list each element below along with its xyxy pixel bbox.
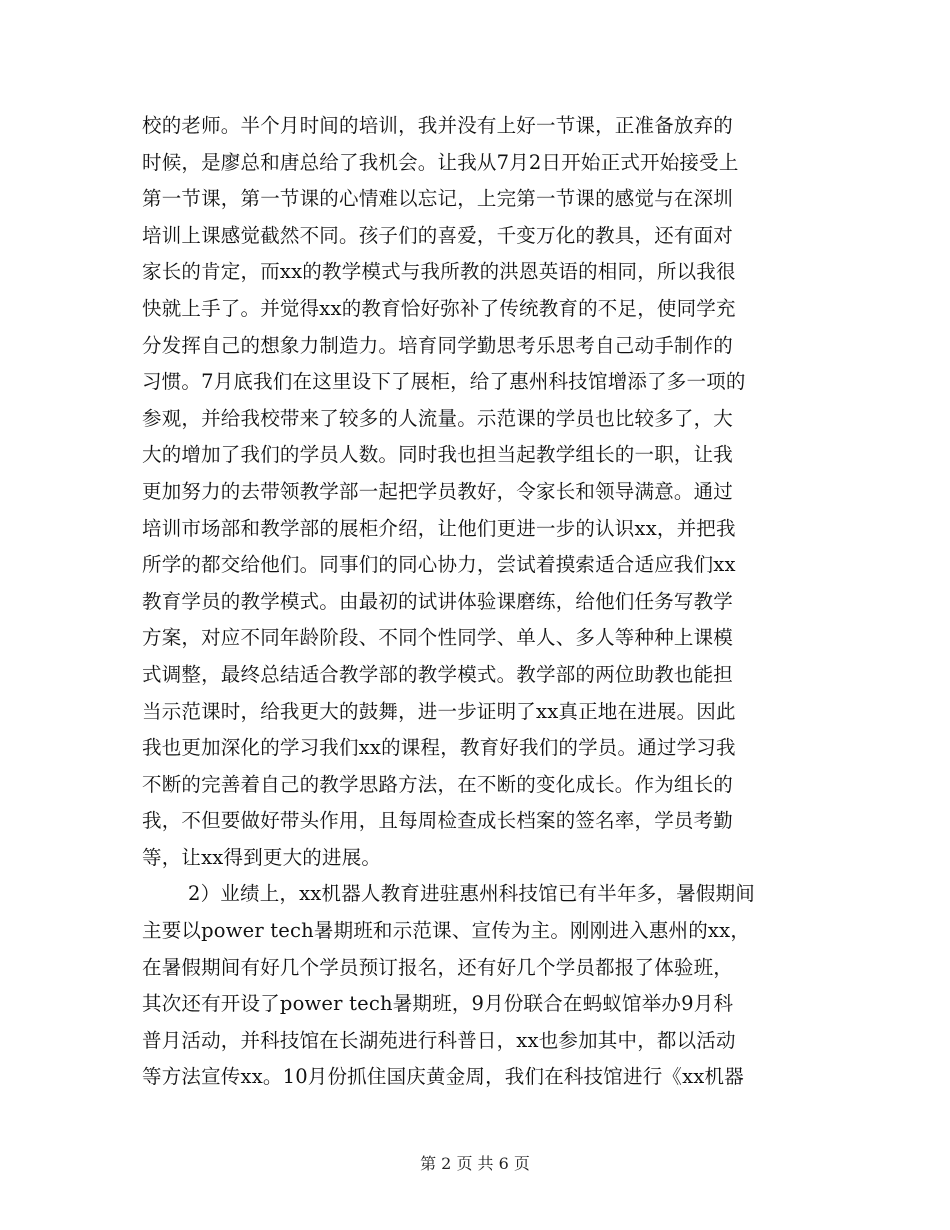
text-line: 教育学员的教学模式。由最初的试讲体验课磨练，给他们任务写教学 bbox=[142, 589, 734, 613]
text-line: 习惯。7月底我们在这里设下了展柜，给了惠州科技馆增添了多一项的 bbox=[142, 370, 746, 394]
text-line: 不断的完善着自己的教学思路方法，在不断的变化成长。作为组长的 bbox=[142, 772, 734, 796]
text-line: 所学的都交给他们。同事们的同心协力，尝试着摸索适合适应我们xx bbox=[142, 553, 736, 577]
paragraph-2 bbox=[142, 876, 814, 1096]
text-line: 普月活动，并科技馆在长湖苑进行科普日，xx也参加其中，都以活动 bbox=[142, 1028, 736, 1052]
text-line: 校的老师。半个月时间的培训，我并没有上好一节课，正准备放弃的 bbox=[142, 114, 734, 137]
text-line: 时候，是廖总和唐总给了我机会。让我从7月2日开始正式开始接受上 bbox=[142, 150, 739, 174]
text-line: 在暑假期间有好几个学员预订报名，还有好几个学员都报了体验班， bbox=[142, 955, 734, 979]
page-number-footer: 第 2 页 共 6 页 bbox=[420, 1154, 530, 1173]
text-line: 式调整，最终总结适合教学部的教学模式。教学部的两位助教也能担 bbox=[142, 662, 734, 686]
text-line: 分发挥自己的想象力制造力。培育同学勤思考乐思考自己动手制作的 bbox=[142, 333, 734, 357]
paragraph-1 bbox=[142, 108, 814, 876]
text-line: 更加努力的去带领教学部一起把学员教好，令家长和领导满意。通过 bbox=[142, 479, 734, 503]
text-line: 2）业绩上，xx机器人教育进驻惠州科技馆已有半年多，暑假期间 bbox=[188, 882, 755, 906]
text-line: 我，不但要做好带头作用，且每周检查成长档案的签名率，学员考勤 bbox=[142, 809, 734, 833]
text-line: 培训上课感觉截然不同。孩子们的喜爱，千变万化的教具，还有面对 bbox=[142, 223, 734, 247]
text-line: 方案，对应不同年龄阶段、不同个性同学、单人、多人等种种上课模 bbox=[142, 626, 734, 650]
text-line: 当示范课时，给我更大的鼓舞，进一步证明了xx真正地在进展。因此 bbox=[142, 699, 736, 723]
text-line: 第一节课，第一节课的心情难以忘记，上完第一节课的感觉与在深圳 bbox=[142, 187, 734, 211]
text-line: 等方法宣传xx。10月份抓住国庆黄金周，我们在科技馆进行《xx机器 bbox=[142, 1065, 744, 1089]
text-line: 其次还有开设了power tech暑期班，9月份联合在蚂蚁馆举办9月科 bbox=[142, 992, 734, 1016]
text-line: 大的增加了我们的学员人数。同时我也担当起教学组长的一职，让我 bbox=[142, 443, 734, 467]
text-line: 主要以power tech暑期班和示范课、宣传为主。刚刚进入惠州的xx， bbox=[142, 919, 751, 943]
text-line: 家长的肯定，而xx的教学模式与我所教的洪恩英语的相同，所以我很 bbox=[142, 260, 736, 284]
text-line: 参观，并给我校带来了较多的人流量。示范课的学员也比较多了，大 bbox=[142, 406, 734, 430]
text-line: 我也更加深化的学习我们xx的课程，教育好我们的学员。通过学习我 bbox=[142, 736, 736, 760]
body-text bbox=[142, 108, 814, 1096]
text-line: 快就上手了。并觉得xx的教育恰好弥补了传统教育的不足，使同学充 bbox=[142, 296, 736, 320]
text-line: 培训市场部和教学部的展柜介绍，让他们更进一步的认识xx，并把我 bbox=[142, 516, 736, 540]
text-line: 等，让xx得到更大的进展。 bbox=[142, 845, 382, 869]
